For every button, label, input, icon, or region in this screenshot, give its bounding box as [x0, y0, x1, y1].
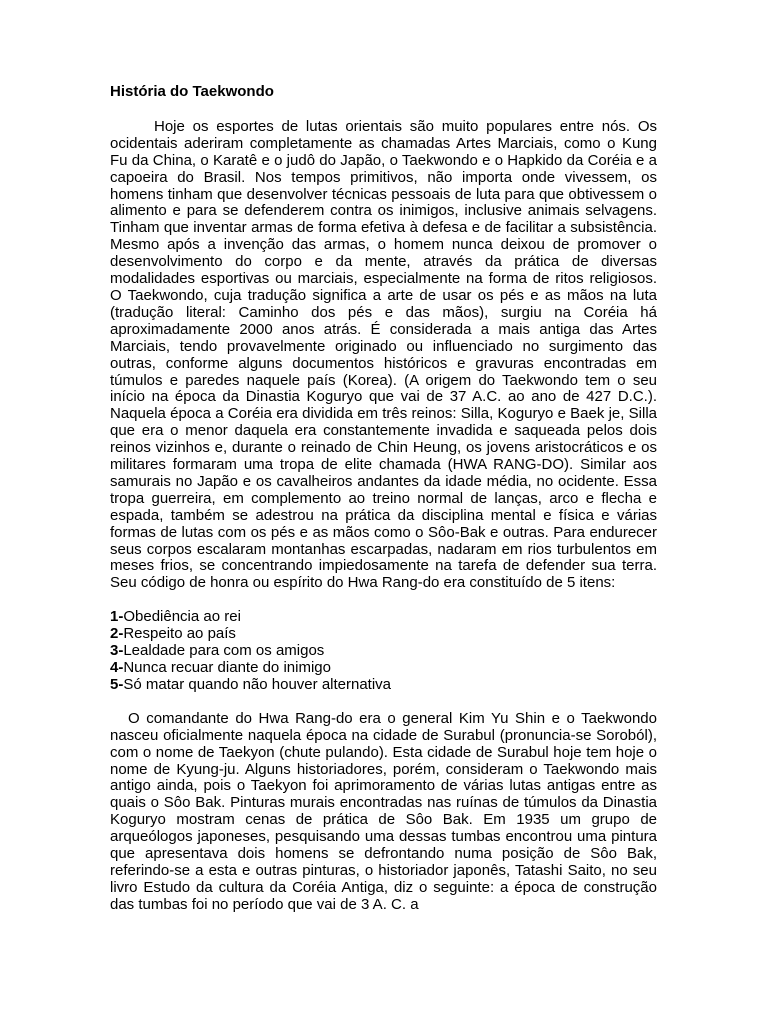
list-item-text: Respeito ao país [123, 625, 236, 643]
list-item-number: 5- [110, 675, 124, 693]
list-item-number: 2- [110, 625, 124, 643]
document-page [110, 84, 657, 914]
list-item-number: 1- [110, 608, 124, 626]
honor-code-list [110, 609, 657, 694]
list-item-text: Só matar quando não houver alternativa [123, 675, 392, 693]
list-item [110, 643, 657, 660]
list-item-text: Lealdade para com os amigos [123, 642, 325, 660]
document-title: História do Taekwondo [110, 83, 274, 100]
list-item-text: Nunca recuar diante do inimigo [123, 659, 331, 676]
paragraph-intro: Hoje os esportes de lutas orientais são muito populares entre nós. Os ocidentais aderiram completamente as chamadas Artes Marciais, como o Kung Fu da China, o Karatê e o judô do Japão, o Taekwondo e o Hapkido da Coréia e a capoeira do Brasil. Nos tempos primitivos, não importa onde vivessem, os homens tinham que desenvolver técnicas pessoais de luta para que obtivessem o alimento e para se defenderem contra os inimigos, inclusive animais selvagens. Tinham que inventar armas de forma efetiva à defesa e de facilitar a subsistência. Mesmo após a invenção das armas, o homem nunca deixou de promover o desenvolvimento do corpo e da mente, através da prática de diversas modalidades esportivas ou marciais, especialmente na forma de ritos religiosos. O Taekwondo, cuja tradução significa a arte de usar os pés e as mãos na luta (tradução literal: Caminho dos pés e das mãos), surgiu na Coréia há aproximadamente 2000 anos atrás. É considerada a mais antiga das Artes Marciais, tendo provavelmente originado ou influenciado no surgimento das outras, conforme alguns documentos históricos e gravuras encontradas em túmulos e paredes naquele país (Korea). (A origem do Taekwondo tem o seu início na época da Dinastia Koguryo que vai de 37 A.C. ao ano de 427 D.C.). Naquela época a Coréia era dividida em três reinos: Silla, Koguryo e Baek je, Silla que era o menor daquela era constantemente invadida e saqueada pelos dois reinos vizinhos e, durante o reinado de Chin Heung, os jovens aristocráticos e os militares formaram uma tropa de elite chamada (HWA RANG-DO). Similar aos samurais no Japão e os cavalheiros andantes da idade média, no ocidente. Essa tropa guerreira, em complemento ao treino normal de lanças, arco e flecha e espada, também se adestrou na prática da disciplina mental e física e várias formas de lutas com os pés e as mãos como o Sôo-Bak e outras. Para endurecer seus corpos escalaram montanhas escarpadas, nadaram em rios turbulentos em meses frios, se concentrando impiedosamente na tarefa de defender sua terra. Seu código de honra ou espírito do Hwa Rang-do era constituído de 5 itens: [110, 117, 657, 592]
paragraph-continuation: O comandante do Hwa Rang-do era o general Kim Yu Shin e o Taekwondo nasceu oficialmente naquela época na cidade de Surabul (pronuncia-se Soroból), com o nome de Taekyon (chute pulando). Esta cidade de Surabul hoje tem hoje o nome de Kyung-ju. Alguns historiadores, porém, consideram o Taekwondo mais antigo ainda, pois o Taekyon foi aprimoramento de várias lutas antigas entre as quais o Sôo Bak. Pinturas murais encontradas nas ruínas de túmulos da Dinastia Koguryo mostram cenas de prática de Sôo Bak. Em 1935 um grupo de arqueólogos japoneses, pesquisando uma dessas tumbas encontrou uma pintura que apresentava dois homens se defrontando numa posição de Sôo Bak, referindo-se a esta e outras pinturas, o historiador japonês, Tatashi Saito, no seu livro Estudo da cultura da Coréia Antiga, diz o seguinte: a época de construção das tumbas foi no período que vai de 3 A. C. a [110, 709, 657, 913]
list-item-number: 3- [110, 642, 124, 660]
list-item [110, 609, 657, 626]
list-item-text: Obediência ao rei [123, 608, 241, 626]
list-item [110, 626, 657, 643]
list-item-number: 4- [110, 659, 124, 676]
list-item [110, 677, 657, 694]
list-item [110, 660, 657, 677]
